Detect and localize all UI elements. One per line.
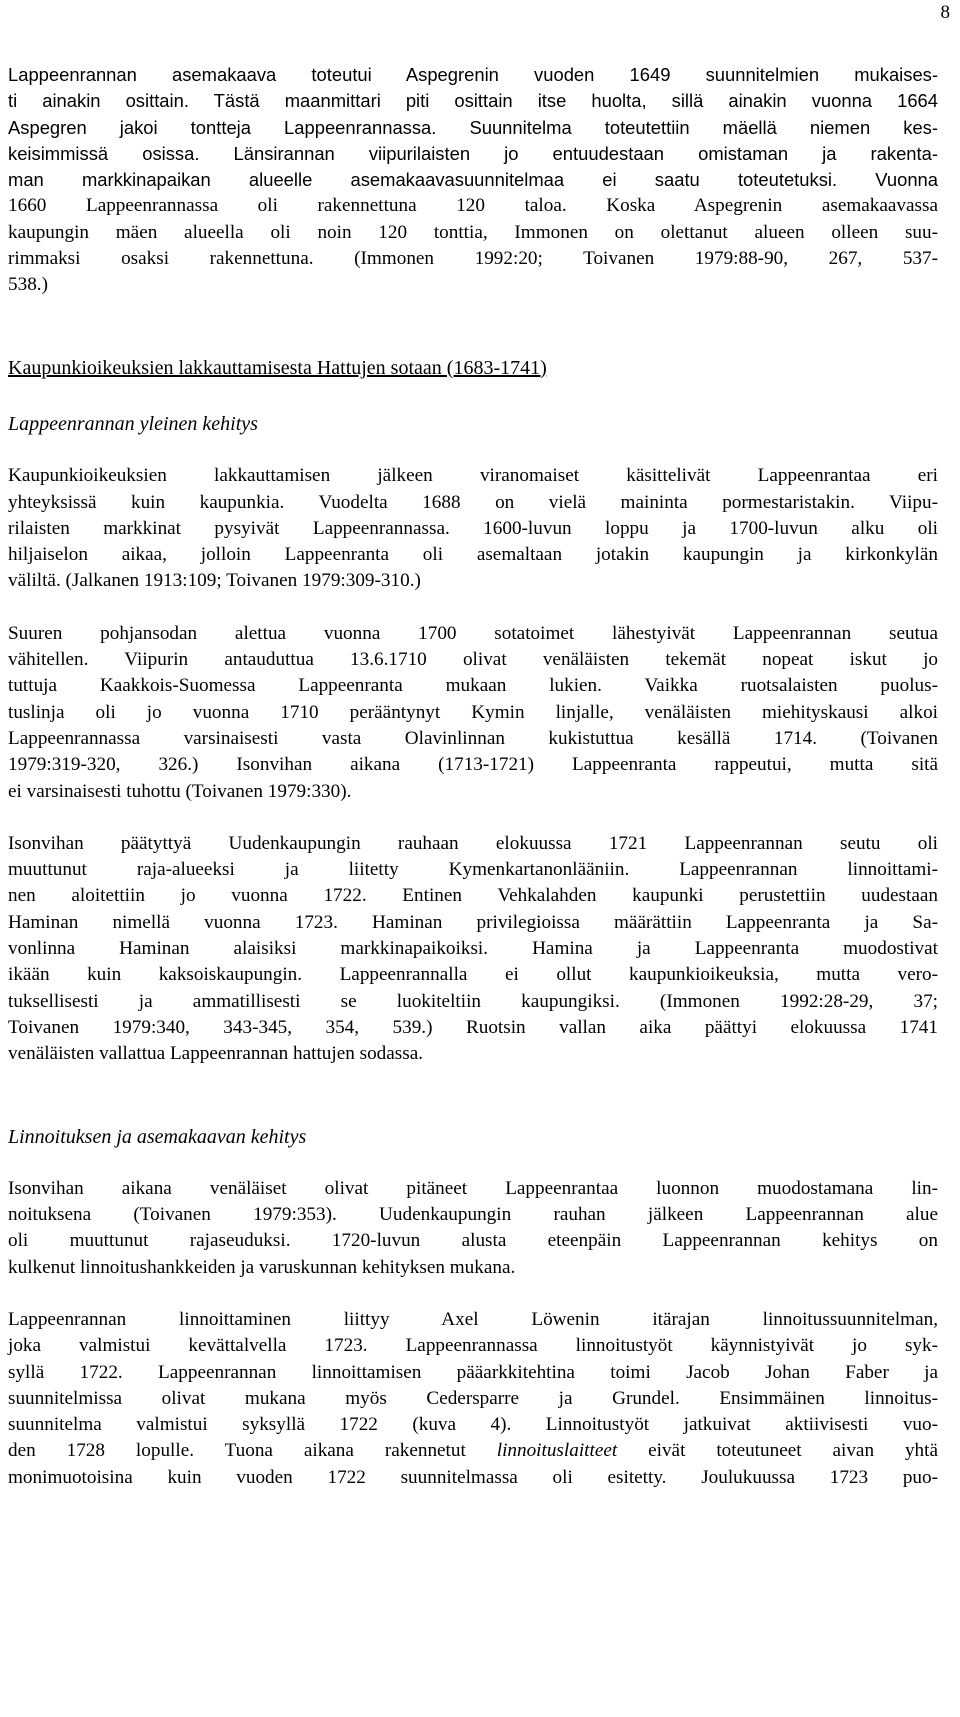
text-line: muuttunut raja-alueeksi ja liitetty Kymenkartanonlääniin. Lappeenrannan linnoittami-: [8, 859, 938, 881]
text-line: kaupungin mäen alueella oli noin 120 tonttia, Immonen on olettanut alueen olleen suu-: [8, 221, 938, 243]
text-line: Lappeenrannan asemakaava toteutui Aspegrenin vuoden 1649 suunnitelmien mukaises-: [8, 64, 938, 85]
text-line: rilaisten markkinat pysyivät Lappeenrannassa. 1600-luvun loppu ja 1700-luvun alku oli: [8, 517, 938, 539]
page-number: 8: [940, 2, 950, 23]
text-line: kulkenut linnoitushankkeiden ja varuskunnan kehityksen mukana.: [8, 1256, 516, 1278]
text-line: Lappeenrannan linnoittaminen liittyy Axel Löwenin itärajan linnoitussuunnitelman,: [8, 1308, 938, 1330]
text-line: venäläisten vallattua Lappeenrannan hattujen sodassa.: [8, 1043, 424, 1065]
subsection-heading: Linnoituksen ja asemakaavan kehitys: [8, 1125, 307, 1148]
emphasized-term: linnoituslaitteet: [496, 1440, 618, 1462]
paragraph-kehitys: [8, 463, 938, 594]
text-line: Lappeenrannassa varsinaisesti vasta Olavinlinnan kukistuttua kesällä 1714. (Toivanen: [8, 727, 938, 749]
text-line: Suuren pohjansodan alettua vuonna 1700 sotatoimet lähestyivät Lappeenrannan seutua: [8, 622, 938, 644]
text-line-with-emphasis: [8, 1438, 938, 1464]
text-line: ei varsinaisesti tuhottu (Toivanen 1979:330).: [8, 780, 352, 802]
text-line: nen aloitettiin jo vuonna 1722. Entinen Vehkalahden kaupunki perustettiin uudestaan: [8, 885, 938, 907]
paragraph-isoviha: [8, 831, 938, 1068]
text-line: ti ainakin osittain. Tästä maanmittari piti osittain itse huolta, sillä ainakin vuonna 1664: [8, 90, 938, 112]
text-line: keisimmissä osissa. Länsirannan viipurilaisten jo entuudestaan omistaman ja rakenta-: [8, 142, 938, 164]
text-line: rimmaksi osaksi rakennettuna. (Immonen 1992:20; Toivanen 1979:88-90, 267, 537-: [8, 248, 938, 270]
paragraph-pohjansota: [8, 621, 938, 805]
text-segment: eivät toteutuneet aivan yhtä: [617, 1440, 938, 1462]
text-line: Haminan nimellä vuonna 1723. Haminan privilegioissa määrättiin Lappeenranta ja Sa-: [8, 911, 938, 933]
text-line: oli muuttunut rajaseuduksi. 1720-luvun alusta eteenpäin Lappeenrannan kehitys on: [8, 1230, 938, 1252]
paragraph-lowen: [8, 1307, 938, 1491]
text-line: Isonvihan aikana venäläiset olivat pitäneet Lappeenrantaa luonnon muodostamana lin-: [8, 1177, 938, 1199]
text-line: yhteyksissä kuin kaupunkia. Vuodelta 1688 on vielä maininta pormestaristakin. Viipu-: [8, 491, 938, 513]
paragraph-asemakaava: [8, 62, 938, 299]
text-line: vonlinna Haminan alaisiksi markkinapaikoiksi. Hamina ja Lappeenranta muodostivat: [8, 938, 938, 960]
text-line: väliltä. (Jalkanen 1913:109; Toivanen 1979:309-310.): [8, 570, 421, 592]
text-line: noituksena (Toivanen 1979:353). Uudenkaupungin rauhan jälkeen Lappeenrannan alue: [8, 1204, 938, 1226]
text-line: 1660 Lappeenrannassa oli rakennettuna 120 taloa. Koska Aspegrenin asemakaavassa: [8, 195, 938, 217]
text-line: tuksellisesti ja ammatillisesti se luokiteltiin kaupungiksi. (Immonen 1992:28-29, 37;: [8, 990, 938, 1012]
text-line: 538.): [8, 274, 48, 296]
text-line: suunnitelmissa olivat mukana myös Cedersparre ja Grundel. Ensimmäinen linnoitus-: [8, 1387, 938, 1409]
text-line: vähitellen. Viipurin antauduttua 13.6.1710 olivat venäläisten tekemät nopeat iskut jo: [8, 649, 938, 671]
text-line: Kaupunkioikeuksien lakkauttamisen jälkeen viranomaiset käsittelivät Lappeenrantaa eri: [8, 465, 938, 487]
text-line: Toivanen 1979:340, 343-345, 354, 539.) Ruotsin vallan aika päättyi elokuussa 1741: [8, 1016, 938, 1038]
subsection-heading: Lappeenrannan yleinen kehitys: [8, 412, 258, 435]
text-line: Isonvihan päätyttyä Uudenkaupungin rauhaan elokuussa 1721 Lappeenrannan seutu oli: [8, 832, 938, 854]
text-line: Aspegren jakoi tontteja Lappeenrannassa. Suunnitelma toteutettiin mäellä niemen kes-: [8, 116, 938, 138]
text-line: ikään kuin kaksoiskaupungin. Lappeenrannalla ei ollut kaupunkioikeuksia, mutta vero-: [8, 964, 938, 986]
text-line: monimuotoisina kuin vuoden 1722 suunnitelmassa oli esitetty. Joulukuussa 1723 puo-: [8, 1466, 938, 1488]
text-line: 1979:319-320, 326.) Isonvihan aikana (1713-1721) Lappeenranta rappeutui, mutta sitä: [8, 754, 938, 776]
text-line: suunnitelma valmistui syksyllä 1722 (kuva 4). Linnoitustyöt jatkuivat aktiivisesti vuo-: [8, 1414, 938, 1436]
section-heading: Kaupunkioikeuksien lakkauttamisesta Hattujen sotaan (1683-1741): [8, 356, 547, 379]
paragraph-linnoitus: [8, 1176, 938, 1281]
text-line: hiljaiselon aikaa, jolloin Lappeenranta oli asemaltaan jotakin kaupungin ja kirkonkylän: [8, 544, 938, 566]
text-line: tuslinja oli jo vuonna 1710 perääntynyt Kymin linjalle, venäläisten miehityskausi alkoi: [8, 701, 938, 723]
text-line: syllä 1722. Lappeenrannan linnoittamisen pääarkkitehtina toimi Jacob Johan Faber ja: [8, 1361, 938, 1383]
text-line: joka valmistui kevättalvella 1723. Lappeenrannassa linnoitustyöt käynnistyivät jo syk-: [8, 1335, 938, 1357]
text-line: man markkinapaikan alueelle asemakaavasuunnitelmaa ei saatu toteutetuksi. Vuonna: [8, 169, 938, 191]
text-line: tuttuja Kaakkois-Suomessa Lappeenranta mukaan lukien. Vaikka ruotsalaisten puolus-: [8, 675, 938, 697]
document-body: [8, 62, 938, 1491]
text-segment: den 1728 lopulle. Tuona aikana rakennetut: [8, 1440, 466, 1462]
